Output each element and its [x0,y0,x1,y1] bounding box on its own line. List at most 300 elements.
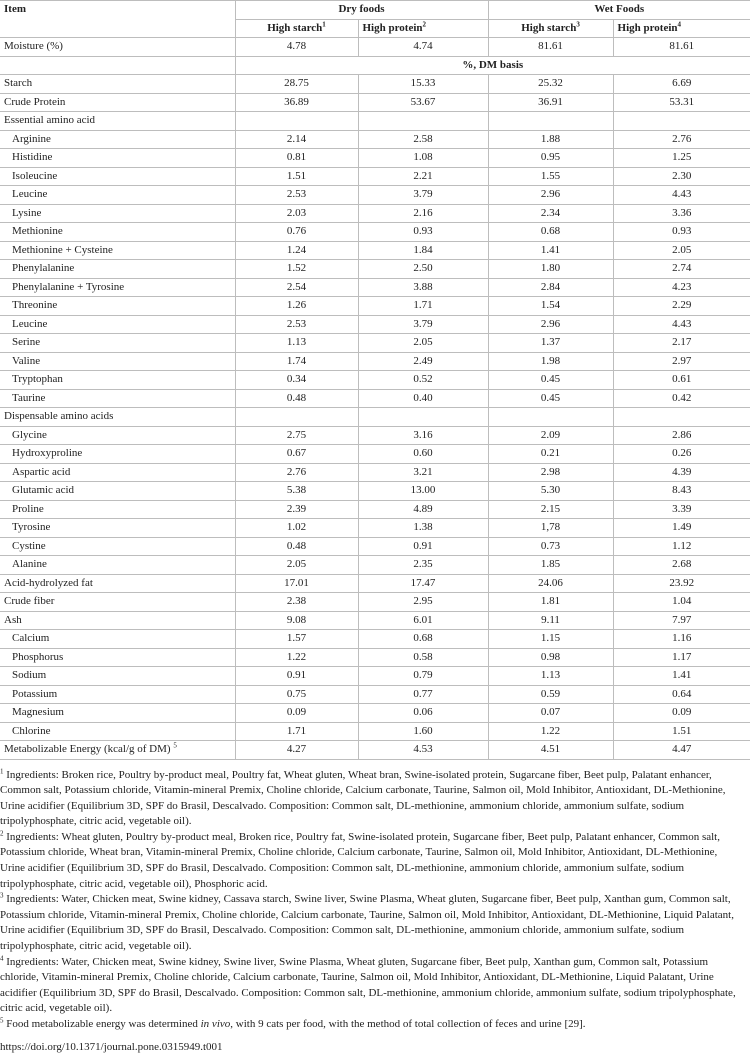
row-label-text: Glycine [12,429,47,441]
dry-foods-header: Dry foods [235,1,488,20]
empty-cell [488,408,613,427]
cell: 0.61 [613,371,750,390]
cell: 7.97 [613,611,750,630]
table-row [0,149,750,168]
empty-cell [358,408,488,427]
table-row [0,463,750,482]
cell: 2.14 [235,130,358,149]
cell: 53.67 [358,93,488,112]
cell: 2.76 [235,463,358,482]
cell: 1.22 [488,722,613,741]
footnote-text: Food metabolizable energy was determined [6,1018,200,1030]
table-row [0,204,750,223]
row-label-text: Leucine [12,318,47,330]
cell: 2.50 [358,260,488,279]
cell: 1.81 [488,593,613,612]
cell: 0.45 [488,389,613,408]
row-label [0,352,235,371]
cell: 0.81 [235,149,358,168]
cell: 2.53 [235,315,358,334]
empty-cell [235,408,358,427]
subcolumn-header [613,19,750,38]
cell: 0.64 [613,685,750,704]
table-row [0,389,750,408]
cell: 24.06 [488,574,613,593]
cell: 17.01 [235,574,358,593]
row-label [0,463,235,482]
footnote-marker: 3 [576,20,580,28]
footnote-marker: 1 [322,20,326,28]
cell: 2.74 [613,260,750,279]
cell: 1.74 [235,352,358,371]
cell: 1.88 [488,130,613,149]
cell: 1.13 [488,667,613,686]
table-body [0,38,750,760]
table-row [0,500,750,519]
cell: 0.48 [235,389,358,408]
cell: 0.68 [488,223,613,242]
subcolumn-header [235,19,358,38]
row-label [0,75,235,94]
cell: 1.26 [235,297,358,316]
table-row [0,38,750,57]
row-label [0,408,235,427]
table-row [0,667,750,686]
footnote-text: Ingredients: Broken rice, Poultry by-product meal, Poultry fat, Wheat gluten, Wheat bran, Swine-isolated protein, Sugarcane fiber, Beet pulp, Palatant enhancer, Common salt, Potassium chloride, Vitamin-mineral Premix, Choline chloride, Calcium carbonate, Taurine, Salmon oil, Mold Inhibitor, Antioxidant, DL-Methionine, Urine acidifier (Equilibrium 3D, SPF do Brasil, Descalvado. Composition: Common salt, DL-methionine, ammonium chloride, ammonium sulfate, sodium tripolyphosphate, citric acid, vegetable oil). [0,769,725,828]
cell: 2.09 [488,426,613,445]
cell: 4.74 [358,38,488,57]
row-label-text: Aspartic acid [12,466,70,478]
cell: 2.03 [235,204,358,223]
table-row [0,297,750,316]
cell: 0.48 [235,537,358,556]
cell: 2.21 [358,167,488,186]
table-row [0,722,750,741]
table-row [0,519,750,538]
row-label-text: Calcium [12,632,49,644]
row-label-text: Essential amino acid [4,114,95,126]
cell: 4.51 [488,741,613,760]
footnote-text: , with 9 cats per food, with the method of total collection of feces and urine [29]. [230,1018,585,1030]
cell: 6.69 [613,75,750,94]
row-label-text: Taurine [12,392,45,404]
cell: 0.34 [235,371,358,390]
cell: 1.22 [235,648,358,667]
row-label-text: Threonine [12,299,57,311]
cell: 0.98 [488,648,613,667]
footnote [0,892,750,954]
footnote-text: Ingredients: Wheat gluten, Poultry by-product meal, Broken rice, Poultry fat, Swine-isolated protein, Sugarcane fiber, Beet pulp, Palatant enhancer, Common salt, Potassium chloride, Wheat bran, Vitamin-mineral Premix, Choline chloride, Calcium carbonate, Taurine, Salmon oil, Mold Inhibitor, Antioxidant, DL-Methionine, Urine acidifier (Equilibrium 3D, SPF do Brasil, Descalvado. Composition: Common salt, DL-methionine, ammonium chloride, ammonium sulfate, sodium tripolyphosphate, citric acid, vegetable oil), Phosphoric acid. [0,831,720,890]
cell: 1.24 [235,241,358,260]
cell: 1.98 [488,352,613,371]
row-label-text: Cystine [12,540,46,552]
cell: 13.00 [358,482,488,501]
cell: 1.54 [488,297,613,316]
basis-row [0,56,750,75]
cell: 1.12 [613,537,750,556]
row-label [0,389,235,408]
cell: 53.31 [613,93,750,112]
row-label-text: Potassium [12,688,57,700]
row-label [0,112,235,131]
footnote-text: Ingredients: Water, Chicken meat, Swine kidney, Cassava starch, Swine liver, Swine Plasma, Wheat gluten, Sugarcane fiber, Beet pulp, Xanthan gum, Common salt, Potassium chloride, Vitamin-mineral Premix, Choline chloride, Calcium carbonate, Taurine, Salmon oil, Mold Inhibitor, Antioxidant, DL-Methionine, Liquid Palatant, Urine acidifier (Equilibrium 3D, SPF do Brasil, Descalvado. Composition: Common salt, DL-methionine, ammonium chloride, ammonium sulfate, sodium tripolyphosphate, citric acid, vegetable oil). [0,893,734,952]
cell: 1.52 [235,260,358,279]
row-label [0,741,235,760]
row-label [0,500,235,519]
subcolumn-label: High protein [618,22,678,34]
row-label-text: Methionine + Cysteine [12,244,113,256]
cell: 0.93 [613,223,750,242]
footnote-marker: 1 [0,767,4,775]
row-label-text: Dispensable amino acids [4,410,113,422]
cell: 0.95 [488,149,613,168]
cell: 3.36 [613,204,750,223]
cell: 5.38 [235,482,358,501]
row-label-text: Tyrosine [12,521,50,533]
cell: 2.34 [488,204,613,223]
footnote [0,768,750,830]
table-row [0,426,750,445]
table-row [0,223,750,242]
row-label-text: Chlorine [12,725,51,737]
row-label [0,537,235,556]
cell: 3.39 [613,500,750,519]
table-row [0,334,750,353]
cell: 4.43 [613,315,750,334]
cell: 1.04 [613,593,750,612]
row-label [0,445,235,464]
table-row [0,371,750,390]
cell: 0.79 [358,667,488,686]
cell: 0.59 [488,685,613,704]
footnote [0,1017,750,1033]
cell: 4.43 [613,186,750,205]
cell: 2.05 [235,556,358,575]
table-row [0,130,750,149]
row-label-text: Valine [12,355,40,367]
row-label [0,722,235,741]
subcolumn-label: High starch [267,22,322,34]
cell: 1,78 [488,519,613,538]
cell: 1.71 [235,722,358,741]
footnote-marker: 3 [0,892,4,900]
row-label [0,648,235,667]
row-label-text: Crude fiber [4,595,54,607]
table-row [0,93,750,112]
cell: 0.52 [358,371,488,390]
cell: 2.29 [613,297,750,316]
row-label [0,223,235,242]
row-label [0,297,235,316]
row-label-text: Starch [4,77,32,89]
row-label [0,556,235,575]
cell: 1.41 [488,241,613,260]
row-label [0,593,235,612]
row-label-text: Hydroxyproline [12,447,82,459]
row-label-text: Ash [4,614,22,626]
cell: 0.91 [358,537,488,556]
cell: 17.47 [358,574,488,593]
row-label [0,371,235,390]
table-row [0,75,750,94]
cell: 1.84 [358,241,488,260]
cell: 0.09 [235,704,358,723]
footnote-marker: 5 [173,742,177,750]
row-label [0,519,235,538]
cell: 0.93 [358,223,488,242]
cell: 1.15 [488,630,613,649]
row-label-text: Arginine [12,133,51,145]
cell: 1.55 [488,167,613,186]
cell: 4.47 [613,741,750,760]
cell: 3.79 [358,315,488,334]
cell: 0.60 [358,445,488,464]
table-row [0,704,750,723]
cell: 2.96 [488,315,613,334]
cell: 0.21 [488,445,613,464]
cell: 1.02 [235,519,358,538]
subcolumn-label: High protein [363,22,423,34]
cell: 0.77 [358,685,488,704]
cell: 2.05 [613,241,750,260]
cell: 2.38 [235,593,358,612]
cell: 1.08 [358,149,488,168]
cell: 4.78 [235,38,358,57]
cell: 2.96 [488,186,613,205]
table-row [0,186,750,205]
cell: 1.85 [488,556,613,575]
cell: 2.75 [235,426,358,445]
table-row [0,167,750,186]
table-row [0,482,750,501]
cell: 9.08 [235,611,358,630]
table-row [0,241,750,260]
table-row [0,648,750,667]
section-row [0,408,750,427]
cell: 15.33 [358,75,488,94]
cell: 1.51 [613,722,750,741]
wet-foods-header: Wet Foods [488,1,750,20]
cell: 0.76 [235,223,358,242]
table-row [0,445,750,464]
subcolumn-header [358,19,488,38]
cell: 9.11 [488,611,613,630]
row-label-text: Alanine [12,558,47,570]
row-label-text: Lysine [12,207,41,219]
row-label-text: Phenylalanine [12,262,74,274]
row-label [0,93,235,112]
row-label-text: Glutamic acid [12,484,74,496]
table-row [0,630,750,649]
cell: 5.30 [488,482,613,501]
row-label-text: Phenylalanine + Tyrosine [12,281,124,293]
row-label-text: Acid-hydrolyzed fat [4,577,93,589]
cell: 2.76 [613,130,750,149]
row-label [0,667,235,686]
cell: 8.43 [613,482,750,501]
row-label [0,482,235,501]
row-label-text: Methionine [12,225,63,237]
cell: 2.05 [358,334,488,353]
row-label-text: Metabolizable Energy (kcal/g of DM) [4,743,171,755]
cell: 3.79 [358,186,488,205]
cell: 1.13 [235,334,358,353]
table-row [0,556,750,575]
subcolumn-header [488,19,613,38]
row-label [0,167,235,186]
cell: 0.45 [488,371,613,390]
cell: 0.67 [235,445,358,464]
cell: 1.80 [488,260,613,279]
empty-cell [613,112,750,131]
cell: 4.27 [235,741,358,760]
row-label-text: Proline [12,503,44,515]
cell: 2.95 [358,593,488,612]
row-label [0,204,235,223]
cell: 23.92 [613,574,750,593]
cell: 36.89 [235,93,358,112]
row-label-text: Tryptophan [12,373,63,385]
header-row-groups [0,1,750,20]
footnotes [0,760,750,1055]
cell: 2.84 [488,278,613,297]
cell: 2.58 [358,130,488,149]
cell: 4.53 [358,741,488,760]
cell: 3.88 [358,278,488,297]
footnote-text: Ingredients: Water, Chicken meat, Swine kidney, Swine liver, Swine Plasma, Wheat gluten, Sugarcane fiber, Beet pulp, Xanthan gum, Common salt, Potassium chloride, Vitamin-mineral Premix, Choline chloride, Calcium carbonate, Taurine, Salmon oil, Mold Inhibitor, Antioxidant, DL-Methionine, Liquid Palatant, Urine acidifier (Equilibrium 3D, SPF do Brasil, Descalvado. Composition: Common salt, DL-methionine, ammonium chloride, ammonium sulfate, sodium tripolyphosphate, citric acid, vegetable oil). [0,956,736,1015]
table-row [0,685,750,704]
cell: 2.98 [488,463,613,482]
cell: 0.68 [358,630,488,649]
cell: 6.01 [358,611,488,630]
row-label: Moisture (%) [0,38,235,57]
row-label [0,315,235,334]
cell: 2.17 [613,334,750,353]
cell: 2.30 [613,167,750,186]
section-row [0,112,750,131]
footnote-marker: 4 [0,954,4,962]
cell: 1.25 [613,149,750,168]
row-label [0,260,235,279]
row-label [0,149,235,168]
cell: 1.71 [358,297,488,316]
cell: 1.37 [488,334,613,353]
cell: 2.49 [358,352,488,371]
cell: 1.51 [235,167,358,186]
footnote-emphasis: in vivo [201,1018,231,1030]
cell: 3.16 [358,426,488,445]
cell: 2.16 [358,204,488,223]
row-label [0,426,235,445]
cell: 3.21 [358,463,488,482]
cell: 0.73 [488,537,613,556]
basis-label: %, DM basis [235,56,750,75]
cell: 81.61 [488,38,613,57]
footnote [0,955,750,1017]
cell: 1.38 [358,519,488,538]
row-label-text: Histidine [12,151,52,163]
cell: 4.89 [358,500,488,519]
cell: 28.75 [235,75,358,94]
table-row [0,352,750,371]
cell: 2.35 [358,556,488,575]
cell: 25.32 [488,75,613,94]
footnote-marker: 2 [423,20,427,28]
cell: 0.06 [358,704,488,723]
doi-link[interactable]: https://doi.org/10.1371/journal.pone.0315949.t001 [0,1040,750,1055]
table-row [0,278,750,297]
cell: 0.26 [613,445,750,464]
cell: 1.49 [613,519,750,538]
row-label-text: Crude Protein [4,96,65,108]
empty-cell [0,56,235,75]
row-label [0,278,235,297]
cell: 2.68 [613,556,750,575]
row-label [0,574,235,593]
cell: 0.42 [613,389,750,408]
table-row [0,593,750,612]
item-header: Item [0,1,235,38]
row-label-text: Magnesium [12,706,64,718]
table-row [0,611,750,630]
cell: 0.58 [358,648,488,667]
row-label-text: Phosphorus [12,651,63,663]
table-row [0,537,750,556]
row-label-text: Sodium [12,669,46,681]
cell: 2.39 [235,500,358,519]
empty-cell [488,112,613,131]
table-row [0,574,750,593]
row-label [0,630,235,649]
footnote [0,830,750,892]
cell: 4.39 [613,463,750,482]
table-row [0,741,750,760]
row-label-text: Isoleucine [12,170,57,182]
cell: 0.07 [488,704,613,723]
row-label [0,611,235,630]
empty-cell [235,112,358,131]
cell: 1.16 [613,630,750,649]
row-label [0,186,235,205]
cell: 0.75 [235,685,358,704]
cell: 1.60 [358,722,488,741]
footnote-marker: 5 [0,1016,4,1024]
footnote-marker: 2 [0,829,4,837]
cell: 1.57 [235,630,358,649]
subcolumn-label: High starch [521,22,576,34]
cell: 36.91 [488,93,613,112]
cell: 81.61 [613,38,750,57]
cell: 0.91 [235,667,358,686]
cell: 1.41 [613,667,750,686]
row-label-text: Leucine [12,188,47,200]
cell: 2.97 [613,352,750,371]
row-label [0,704,235,723]
cell: 2.15 [488,500,613,519]
cell: 2.86 [613,426,750,445]
row-label-text: Serine [12,336,40,348]
empty-cell [358,112,488,131]
empty-cell [613,408,750,427]
cell: 1.17 [613,648,750,667]
cell: 0.40 [358,389,488,408]
footnote-marker: 4 [678,20,682,28]
row-label [0,685,235,704]
cell: 2.53 [235,186,358,205]
cell: 2.54 [235,278,358,297]
table-row [0,260,750,279]
cell: 0.09 [613,704,750,723]
